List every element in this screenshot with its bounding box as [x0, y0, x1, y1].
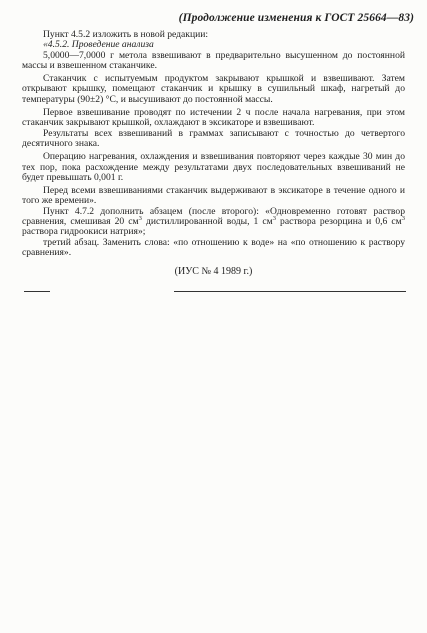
paragraph-6: Результаты всех взвешиваний в граммах записывают с точностью до четвертого десятичного знака.	[22, 127, 405, 149]
paragraph-1: Пункт 4.5.2 изложить в новой редакции:	[43, 29, 209, 40]
paragraph-9-part-3: раствора резорцина и 0,6 см	[275, 216, 402, 228]
superscript-1: 3	[138, 214, 142, 222]
paragraph-9-part-4: раствора гидроокиси натрия»;	[22, 226, 146, 238]
paragraph-3: 5,0000—7,0000 г метола взвешивают в предварительно высушенном до постоянной массы и взвешенном стаканчике.	[22, 49, 405, 71]
paragraph-7: Операцию нагревания, охлаждения и взвешивания повторяют через каждые 30 мин до тех пор, пока расхождение между результатами двух последовательных взвешиваний не будет превышать 0,001 г.	[22, 151, 405, 183]
paragraph-5: Первое взвешивание проводят по истечении 2 ч после начала нагревания, при этом стаканчик закрывают крышкой, охлаждают в эксикаторе и взвешивают.	[22, 107, 405, 129]
section-heading: «4.5.2. Проведение анализа	[43, 39, 154, 51]
source-reference: (ИУС № 4 1989 г.)	[174, 266, 253, 277]
divider-long	[174, 291, 406, 292]
paragraph-4: Стаканчик с испытуемым продуктом закрывают крышкой и взвешивают. Затем открывают крышку, помещают стаканчик и крышку в сушильный шкаф, нагретый до температуры (90±2) °С, и высушивают до постоянной массы.	[22, 73, 405, 105]
paragraph-8: Перед всеми взвешиваниями стаканчик выдерживают в эксикаторе в течение одного и того же времени».	[22, 185, 405, 207]
paragraph-9	[22, 207, 405, 238]
divider-short	[24, 291, 50, 292]
paragraph-9-part-2: дистиллированной воды, 1 см	[141, 216, 273, 228]
superscript-3: 3	[401, 214, 405, 222]
superscript-2: 3	[272, 214, 276, 222]
paragraph-9-part-1: Пункт 4.7.2 дополнить абзацем (после второго): «Одновременно готовят раствор сравнения, смешивая 20 см	[22, 205, 405, 228]
document-body	[22, 30, 405, 258]
paragraph-10: третий абзац. Заменить слова: «по отношению к воде» на «по отношению к раствору сравнения».	[22, 236, 405, 258]
page-header: (Продолжение изменения к ГОСТ 25664—83)	[178, 12, 414, 24]
